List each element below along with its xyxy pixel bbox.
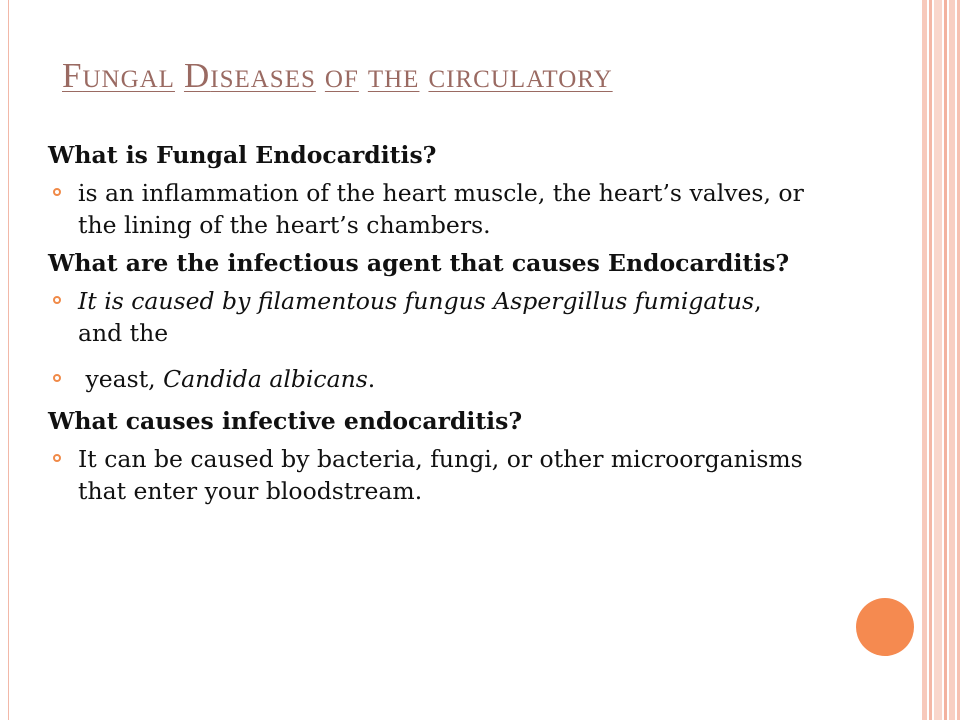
title-word: UNGAL (82, 66, 175, 93)
question-heading: What causes infective endocarditis? (48, 407, 523, 435)
title-word: ISEASES (210, 66, 316, 93)
stripe (929, 0, 932, 720)
bullet-icon (53, 454, 61, 462)
stripe (944, 0, 947, 720)
stripe (934, 0, 942, 720)
bullet-text: is an inflammation of the heart muscle, the heart’s valves, or the lining of the heart’s chambers. (78, 179, 804, 239)
bullet-item (48, 285, 808, 349)
stripe (922, 0, 927, 720)
bullet-icon (53, 296, 61, 304)
slide-body (48, 139, 808, 513)
bullet-item (48, 363, 808, 395)
bullet-text: . (367, 365, 376, 393)
bullet-text: , and the (78, 287, 762, 347)
bullet-item (48, 177, 808, 241)
decorative-stripes (920, 0, 960, 720)
title-word: THE (367, 66, 420, 93)
question-heading: What are the infectious agent that causes Endocarditis? (48, 249, 790, 277)
bullet-item (48, 443, 808, 507)
bullet-icon (53, 374, 61, 382)
bullet-text-italic: Candida albicans (163, 365, 368, 393)
title-initial: F (62, 56, 83, 95)
question-heading: What is Fungal Endocarditis? (48, 141, 437, 169)
slide-title (62, 56, 613, 96)
title-word: OF (324, 66, 359, 93)
stripe (949, 0, 955, 720)
bullet-text: yeast, (78, 365, 164, 393)
bullet-text-italic: It is caused by filamentous fungus Aspergillus fumigatus (78, 287, 755, 315)
decorative-circle (856, 598, 914, 656)
title-initial: D (183, 56, 211, 95)
title-word: CIRCULATORY (428, 66, 613, 93)
bullet-text: It can be caused by bacteria, fungi, or other microorganisms that enter your bloodstream. (78, 445, 803, 505)
bullet-icon (53, 188, 61, 196)
